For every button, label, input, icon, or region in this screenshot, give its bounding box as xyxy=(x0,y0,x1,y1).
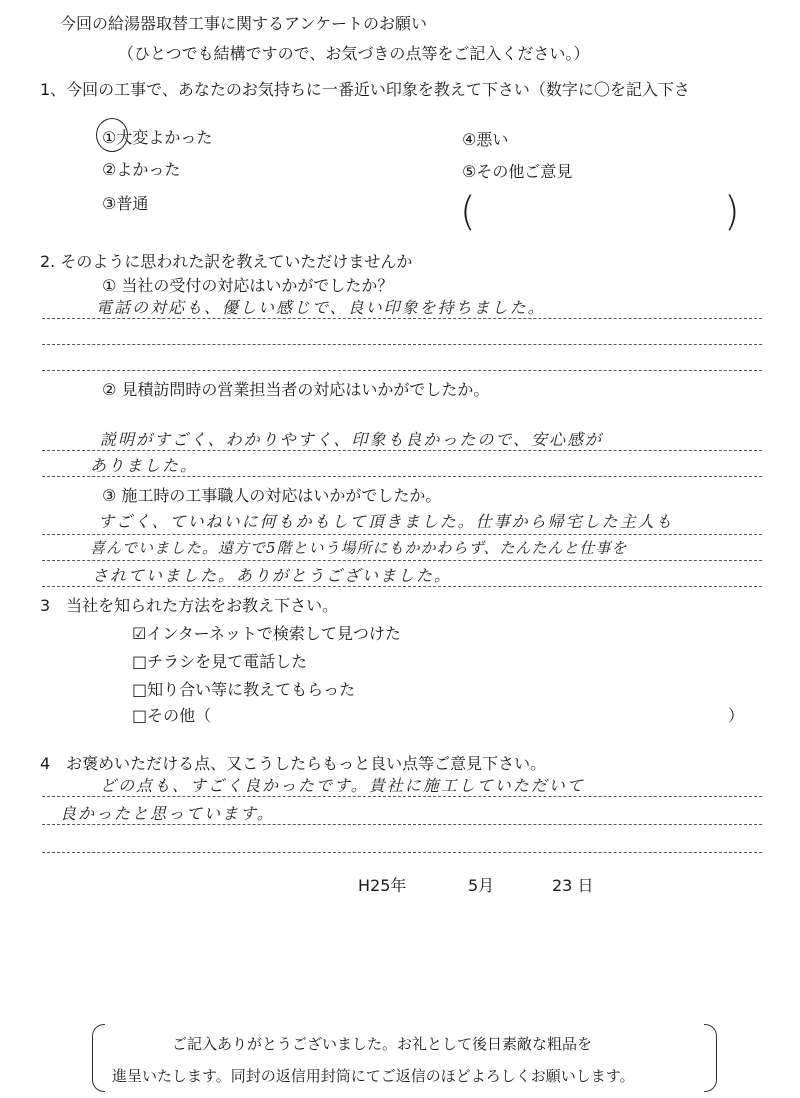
q1-option-3[interactable]: ③普通 xyxy=(102,194,149,213)
date-era-year: H25年 xyxy=(358,876,407,895)
q3-question: 3 当社を知られた方法をお教え下さい。 xyxy=(40,596,339,615)
date-day: 23 日 xyxy=(552,876,594,895)
answer-line xyxy=(42,476,762,477)
q1-option-4[interactable]: ④悪い xyxy=(462,130,509,149)
q3-other-close-paren: ） xyxy=(728,706,745,725)
q1-option-5[interactable]: ⑤その他ご意見 xyxy=(462,162,573,181)
survey-subtitle: （ひとつでも結構ですので、お気づきの点等をご記入ください。） xyxy=(118,44,590,63)
q4-question: 4 お褒めいただける点、又こうしたらもっと良い点等ご意見下さい。 xyxy=(40,754,547,773)
q1-question: 1、今回の工事で、あなたのお気持ちに一番近い印象を教えて下さい（数字に〇を記入下さ xyxy=(40,80,690,99)
q2-sub2-question: ② 見積訪問時の営業担当者の対応はいかがでしたか。 xyxy=(102,380,490,399)
q2-question: 2. そのように思われた訳を教えていただけませんか xyxy=(40,252,413,271)
q2-sub2-answer-line2: ありました。 xyxy=(90,456,199,475)
answer-line xyxy=(42,534,762,535)
q2-sub3-question: ③ 施工時の工事職人の対応はいかがでしたか。 xyxy=(102,486,442,505)
q3-option-other[interactable]: □その他（ xyxy=(132,706,212,725)
footer-line2: 進呈いたします。同封の返信用封筒にてご返信のほどよろしくお願いします。 xyxy=(112,1067,635,1085)
answer-line xyxy=(42,344,762,345)
answer-line xyxy=(42,370,762,371)
q2-sub1-question: ① 当社の受付の対応はいかがでしたか？ xyxy=(102,276,394,295)
q3-option-internet[interactable]: ☑インターネットで検索して見つけた xyxy=(132,624,401,643)
q4-answer-line2: 良かったと思っています。 xyxy=(60,804,275,823)
q2-sub3-answer-line1: すごく、ていねいに何もかもして頂きました。仕事から帰宅した主人も xyxy=(98,512,674,531)
answer-line xyxy=(42,586,762,587)
date-month: 5月 xyxy=(468,876,495,895)
q4-answer-line1: どの点も、すごく良かったです。貴社に施工していただいて xyxy=(100,776,585,795)
survey-title: 今回の給湯器取替工事に関するアンケートのお願い xyxy=(60,14,428,33)
answer-line xyxy=(42,318,762,319)
q3-option-flyer[interactable]: □チラシを見て電話した xyxy=(132,652,308,671)
q1-other-paren-close: ) xyxy=(724,189,740,235)
answer-line xyxy=(42,560,762,561)
q2-sub2-answer-line1: 説明がすごく、わかりやすく、印象も良かったので、安心感が xyxy=(100,430,604,449)
footer-line1: ご記入ありがとうございました。お礼として後日素敵な粗品を xyxy=(172,1035,593,1053)
q2-sub3-answer-line2: 喜んでいました。遠方で5階という場所にもかかわらず、たんたんと仕事を xyxy=(90,539,628,557)
q1-option-2[interactable]: ②よかった xyxy=(102,160,181,179)
footer-bracket-left xyxy=(92,1024,105,1092)
answer-line xyxy=(42,824,762,825)
footer-bracket-right xyxy=(704,1024,717,1092)
answer-line xyxy=(42,796,762,797)
q2-sub1-answer: 電話の対応も、優しい感じで、良い印象を持ちました。 xyxy=(96,298,546,317)
q2-sub3-answer-line3: されていました。ありがとうございました。 xyxy=(92,566,453,585)
q1-other-paren-open: ( xyxy=(460,189,476,235)
q1-option-1[interactable]: ①大変よかった xyxy=(102,128,213,147)
q3-option-acquaintance[interactable]: □知り合い等に教えてもらった xyxy=(132,680,356,699)
answer-line xyxy=(42,852,762,853)
answer-line xyxy=(42,450,762,451)
